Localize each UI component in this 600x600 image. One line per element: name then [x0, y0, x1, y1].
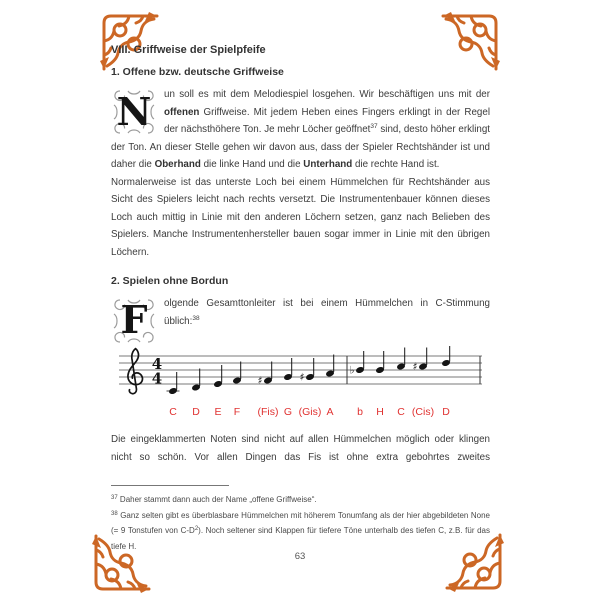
footnote-ref-38: 38 — [192, 314, 200, 322]
page-number: 63 — [294, 551, 306, 562]
bold-term-oberhand: Oberhand — [154, 159, 201, 170]
superscript-2: 2 — [194, 526, 199, 532]
note-label: E — [214, 406, 222, 418]
music-staff-figure — [111, 346, 490, 423]
paragraph-scale-intro — [111, 295, 490, 342]
chapter-heading: VIII. Griffweise der Spielpfeife — [111, 44, 266, 56]
bold-term-unterhand: Unterhand — [303, 159, 353, 170]
footnote-marker: 37 — [111, 495, 118, 501]
footnote-text: ). Noch seltener sind Klappen für tiefere Töne unterhalb des tiefen C, z.B. für das tiefe H. — [111, 526, 490, 551]
section-2-heading: 2. Spielen ohne Bordun — [111, 275, 229, 287]
treble-clef-icon — [128, 349, 143, 394]
body-text: olgende Gesamttonleiter ist bei einem Hümmelchen in C-Stimmung üblich: — [164, 298, 490, 327]
paragraph-bracketed-notes: Die eingeklammerten Noten sind nicht auf allen Hümmelchen möglich oder klingen nicht so schön. Vor allen Dingen das Fis ist ohne extra gebohrtes zweites — [111, 434, 490, 463]
note-label: (Cis) — [411, 406, 435, 418]
note-label: D — [192, 406, 200, 418]
note-label: F — [233, 406, 241, 418]
sharp-accidental-icon: ♯ — [257, 375, 263, 388]
note-label: b — [357, 406, 363, 418]
note-label: (Fis) — [257, 406, 279, 418]
time-signature-numeral: 4 — [151, 355, 163, 373]
body-text: un soll es mit dem Melodiespiel losgehen. Wir beschäftigen uns mit der — [164, 89, 490, 100]
note-label: G — [283, 406, 293, 418]
paragraph-hole-position: Normalerweise ist das unterste Loch bei einem Hümmelchen für Rechtshänder aus Sicht des Spielers leicht nach rechts versetzt. Die Instrumentenbauer können dieses Loch auch mittig in Linie mit den anderen Löchern setzen, ganz nach Belieben des Spielers. Manche Instrumentenhersteller bauen sogar immer in Linie mit den übrigen Löchern. — [111, 176, 490, 258]
footnote-text: Ganz selten gibt es überblasbare Hümmelchen mit höherem Tonumfang als der hier abgebildeten None (= 9 Tonstufen von C-D — [111, 510, 490, 535]
flat-accidental-icon: ♭ — [349, 364, 355, 377]
time-signature-numeral: 4 — [151, 369, 163, 388]
footnote-ref-37: 37 — [370, 123, 378, 130]
body-text: die linke Hand und die — [200, 159, 304, 170]
dropcap-initial-f — [111, 297, 157, 343]
note-label: D — [442, 406, 450, 418]
dropcap-letter: F — [120, 297, 148, 342]
dropcap-letter: N — [116, 89, 152, 134]
footnote-marker: 38 — [111, 510, 118, 517]
body-text: Griffweise. Mit jedem Heben eines Fingers erklingt in der Regel der nächsthöhere Ton. Je mehr Löcher geöffnet — [164, 106, 490, 135]
footnote-text: Daher stammt dann auch der Name „offene Griffweise“. — [119, 495, 317, 504]
note-label: C — [169, 406, 177, 418]
page-content — [111, 44, 490, 554]
sharp-accidental-icon: ♯ — [412, 361, 418, 374]
note-label: A — [326, 406, 334, 418]
footnote-38 — [111, 508, 490, 555]
footnote-37 — [111, 492, 490, 508]
note-label: C — [397, 406, 405, 418]
note-label: H — [376, 406, 384, 418]
body-text: sind, desto höher erklingt der Ton. An dieser Stelle gehen wir davon aus, dass der Spieler Rechtshänder ist und daher die — [111, 124, 491, 170]
section-1-heading: 1. Offene bzw. deutsche Griffweise — [111, 66, 284, 78]
paragraph-fingering — [111, 86, 490, 174]
note-label: (Gis) — [298, 406, 322, 418]
sharp-accidental-icon: ♯ — [299, 371, 305, 384]
body-text: die rechte Hand ist. — [352, 159, 440, 170]
dropcap-initial-n — [111, 88, 157, 136]
footnote-separator — [111, 485, 229, 486]
bold-term-offenen: offenen — [164, 106, 200, 118]
